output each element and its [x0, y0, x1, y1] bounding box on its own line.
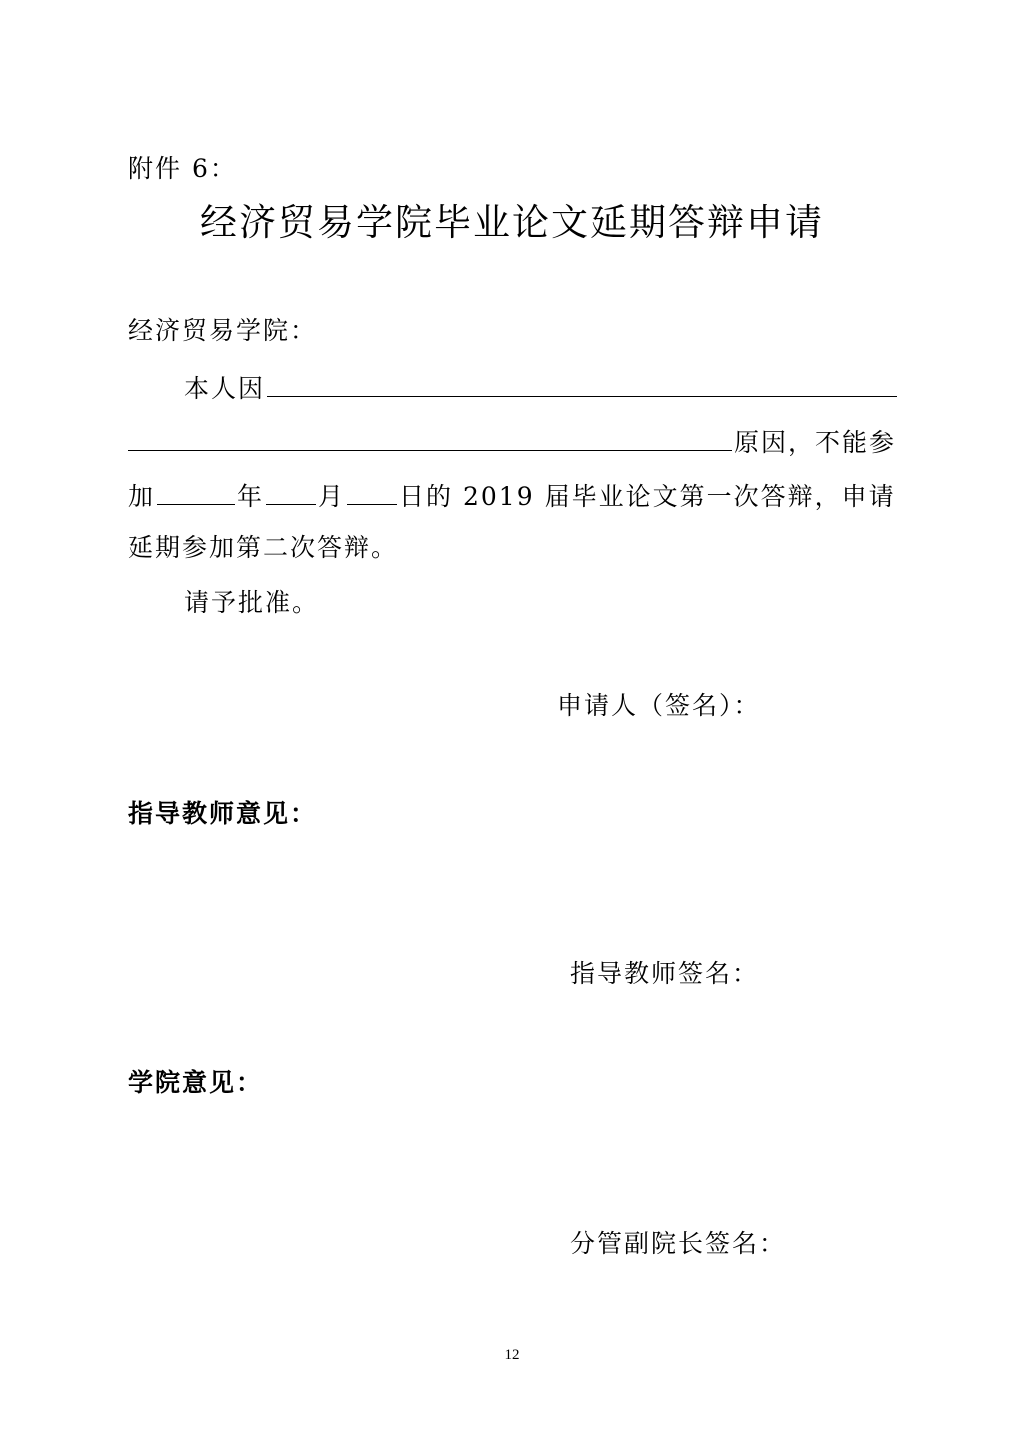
reason-blank-1[interactable]: [267, 370, 897, 397]
month-label: 月: [318, 482, 346, 511]
vice-dean-signature-label: 分管副院长签名：: [570, 1229, 787, 1258]
advisor-opinion-label: 指导教师意见：: [128, 799, 318, 828]
advisor-signature-label: 指导教师签名：: [570, 959, 760, 988]
defense-date-line: [128, 478, 896, 513]
year-blank[interactable]: [157, 478, 235, 505]
document-title: 经济贸易学院毕业论文延期答辩申请: [200, 201, 824, 244]
salutation: 经济贸易学院：: [128, 316, 318, 345]
reason-line-1: [184, 370, 899, 405]
attachment-label: 附件 6：: [128, 154, 237, 183]
year-label: 年: [237, 482, 265, 511]
reason-line-4: 延期参加第二次答辩。: [128, 533, 399, 562]
reason-suffix: 原因，不能参: [734, 428, 897, 457]
page-number: 12: [504, 1347, 520, 1363]
line3-rest: 日的 2019 届毕业论文第一次答辩，申请: [399, 482, 896, 511]
college-opinion-label: 学院意见：: [128, 1068, 264, 1097]
applicant-signature-label: 申请人（签名）：: [557, 691, 761, 720]
reason-line-2: [128, 424, 896, 459]
reason-prefix: 本人因: [184, 374, 266, 403]
approval-request: 请予批准。: [184, 588, 320, 617]
day-blank[interactable]: [347, 478, 397, 505]
month-blank[interactable]: [266, 478, 316, 505]
line3-prefix: 加: [128, 482, 156, 511]
reason-blank-2[interactable]: [128, 424, 732, 451]
